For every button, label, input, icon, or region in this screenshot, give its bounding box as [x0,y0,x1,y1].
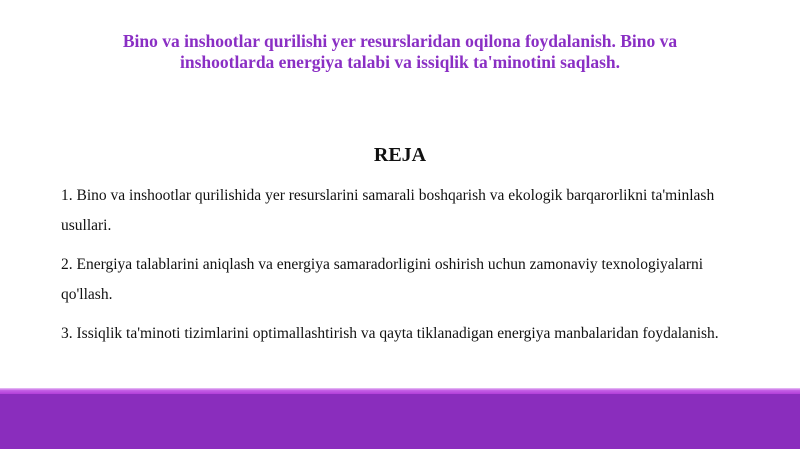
footer-band [0,394,800,449]
slide-title: Bino va inshootlar qurilishi yer resurslaridan oqilona foydalanish. Bino va inshootlarda energiya talabi va issiqlik ta'minotini saqlash. [122,31,678,72]
plan-item-2: 2. Energiya talablarini aniqlash va energiya samaradorligini oshirish uchun zamonaviy texnologiyalarni qo'llash. [61,256,704,303]
section-heading: REJA [373,144,427,166]
plan-item-1: 1. Bino va inshootlar qurilishida yer resurslarini samarali boshqarish va ekologik barqarorlikni ta'minlash usullari. [61,187,715,234]
plan-item-3: 3. Issiqlik ta'minoti tizimlarini optimallashtirish va qayta tiklanadigan energiya manbalaridan foydalanish. [61,325,719,342]
plan-list [61,181,721,358]
